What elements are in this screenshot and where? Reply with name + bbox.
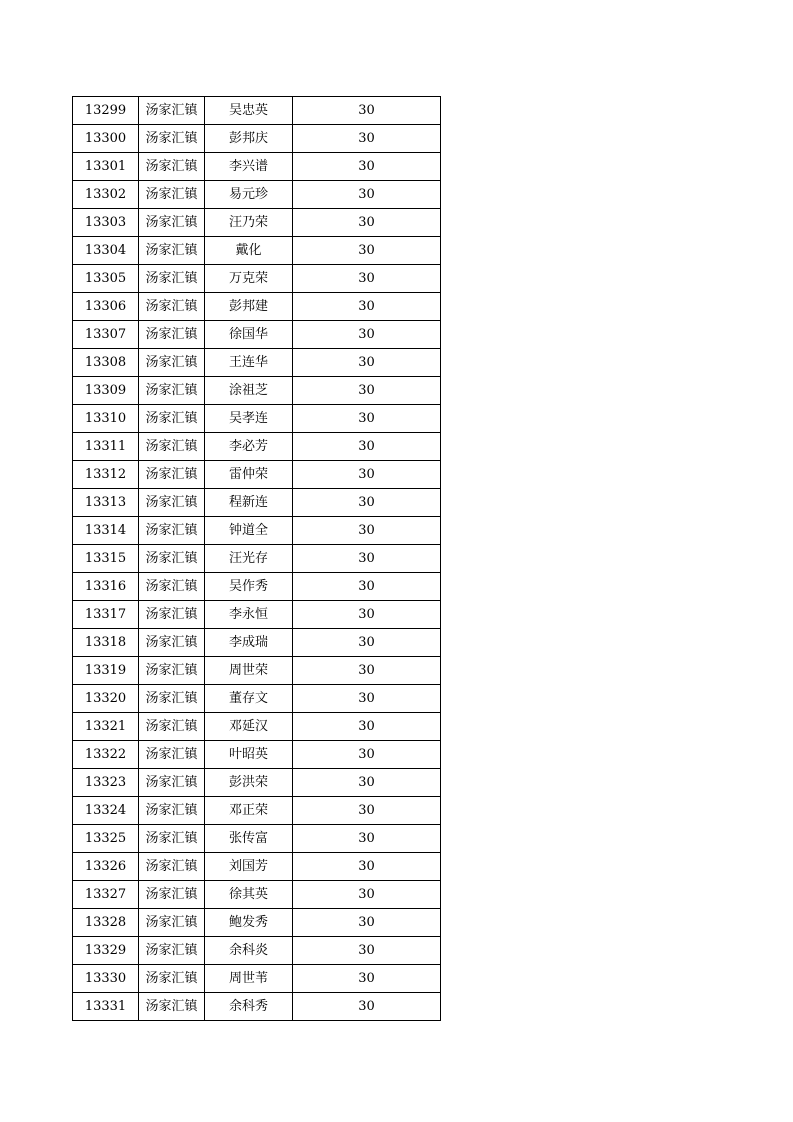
table-row <box>73 601 441 629</box>
name-cell: 余科秀 <box>205 993 293 1021</box>
amount-cell: 30 <box>293 573 441 601</box>
name-cell: 汪光存 <box>205 545 293 573</box>
record-id-cell: 13331 <box>73 993 139 1021</box>
amount-cell: 30 <box>293 937 441 965</box>
name-cell: 余科炎 <box>205 937 293 965</box>
town-cell: 汤家汇镇 <box>139 237 205 265</box>
town-cell: 汤家汇镇 <box>139 349 205 377</box>
record-id-cell: 13304 <box>73 237 139 265</box>
record-id-cell: 13325 <box>73 825 139 853</box>
record-id-cell: 13309 <box>73 377 139 405</box>
record-id-cell: 13324 <box>73 797 139 825</box>
town-cell: 汤家汇镇 <box>139 405 205 433</box>
table-row <box>73 853 441 881</box>
table-row <box>73 489 441 517</box>
name-cell: 周世苇 <box>205 965 293 993</box>
town-cell: 汤家汇镇 <box>139 965 205 993</box>
record-id-cell: 13327 <box>73 881 139 909</box>
town-cell: 汤家汇镇 <box>139 97 205 125</box>
amount-cell: 30 <box>293 489 441 517</box>
amount-cell: 30 <box>293 741 441 769</box>
town-cell: 汤家汇镇 <box>139 769 205 797</box>
town-cell: 汤家汇镇 <box>139 125 205 153</box>
town-cell: 汤家汇镇 <box>139 629 205 657</box>
name-cell: 程新连 <box>205 489 293 517</box>
name-cell: 彭邦庆 <box>205 125 293 153</box>
table-row <box>73 97 441 125</box>
town-cell: 汤家汇镇 <box>139 853 205 881</box>
table-row <box>73 741 441 769</box>
table-row <box>73 937 441 965</box>
table-row <box>73 573 441 601</box>
amount-cell: 30 <box>293 517 441 545</box>
table-row <box>73 825 441 853</box>
name-cell: 徐其英 <box>205 881 293 909</box>
amount-cell: 30 <box>293 713 441 741</box>
table-row <box>73 433 441 461</box>
table-row <box>73 153 441 181</box>
amount-cell: 30 <box>293 153 441 181</box>
record-id-cell: 13320 <box>73 685 139 713</box>
name-cell: 李兴谱 <box>205 153 293 181</box>
record-id-cell: 13319 <box>73 657 139 685</box>
table-row <box>73 293 441 321</box>
amount-cell: 30 <box>293 349 441 377</box>
table-row <box>73 125 441 153</box>
town-cell: 汤家汇镇 <box>139 377 205 405</box>
town-cell: 汤家汇镇 <box>139 741 205 769</box>
table-row <box>73 881 441 909</box>
record-id-cell: 13302 <box>73 181 139 209</box>
record-id-cell: 13329 <box>73 937 139 965</box>
name-cell: 鲍发秀 <box>205 909 293 937</box>
name-cell: 董存文 <box>205 685 293 713</box>
table-row <box>73 769 441 797</box>
name-cell: 吴忠英 <box>205 97 293 125</box>
name-cell: 周世荣 <box>205 657 293 685</box>
table-row <box>73 685 441 713</box>
table-row <box>73 349 441 377</box>
amount-cell: 30 <box>293 657 441 685</box>
record-id-cell: 13307 <box>73 321 139 349</box>
amount-cell: 30 <box>293 209 441 237</box>
town-cell: 汤家汇镇 <box>139 825 205 853</box>
name-cell: 刘国芳 <box>205 853 293 881</box>
record-id-cell: 13317 <box>73 601 139 629</box>
table-row <box>73 377 441 405</box>
amount-cell: 30 <box>293 993 441 1021</box>
name-cell: 张传富 <box>205 825 293 853</box>
record-id-cell: 13328 <box>73 909 139 937</box>
record-id-cell: 13305 <box>73 265 139 293</box>
town-cell: 汤家汇镇 <box>139 321 205 349</box>
name-cell: 彭洪荣 <box>205 769 293 797</box>
amount-cell: 30 <box>293 293 441 321</box>
name-cell: 邓延汉 <box>205 713 293 741</box>
name-cell: 吴作秀 <box>205 573 293 601</box>
record-id-cell: 13316 <box>73 573 139 601</box>
record-id-cell: 13299 <box>73 97 139 125</box>
name-cell: 徐国华 <box>205 321 293 349</box>
data-table <box>72 96 441 1021</box>
table-row <box>73 209 441 237</box>
town-cell: 汤家汇镇 <box>139 685 205 713</box>
amount-cell: 30 <box>293 881 441 909</box>
record-id-cell: 13311 <box>73 433 139 461</box>
record-id-cell: 13312 <box>73 461 139 489</box>
table-row <box>73 993 441 1021</box>
amount-cell: 30 <box>293 853 441 881</box>
table-row <box>73 713 441 741</box>
record-id-cell: 13310 <box>73 405 139 433</box>
amount-cell: 30 <box>293 797 441 825</box>
table-row <box>73 965 441 993</box>
name-cell: 钟道全 <box>205 517 293 545</box>
name-cell: 叶昭英 <box>205 741 293 769</box>
amount-cell: 30 <box>293 181 441 209</box>
amount-cell: 30 <box>293 433 441 461</box>
town-cell: 汤家汇镇 <box>139 713 205 741</box>
record-id-cell: 13314 <box>73 517 139 545</box>
town-cell: 汤家汇镇 <box>139 209 205 237</box>
town-cell: 汤家汇镇 <box>139 293 205 321</box>
amount-cell: 30 <box>293 461 441 489</box>
table-row <box>73 657 441 685</box>
name-cell: 李必芳 <box>205 433 293 461</box>
town-cell: 汤家汇镇 <box>139 573 205 601</box>
table-row <box>73 265 441 293</box>
name-cell: 吴孝连 <box>205 405 293 433</box>
record-id-cell: 13321 <box>73 713 139 741</box>
table-row <box>73 237 441 265</box>
table-row <box>73 909 441 937</box>
town-cell: 汤家汇镇 <box>139 797 205 825</box>
amount-cell: 30 <box>293 237 441 265</box>
name-cell: 易元珍 <box>205 181 293 209</box>
town-cell: 汤家汇镇 <box>139 993 205 1021</box>
record-id-cell: 13318 <box>73 629 139 657</box>
record-id-cell: 13315 <box>73 545 139 573</box>
record-id-cell: 13330 <box>73 965 139 993</box>
town-cell: 汤家汇镇 <box>139 657 205 685</box>
name-cell: 李永恒 <box>205 601 293 629</box>
table-row <box>73 181 441 209</box>
table-row <box>73 629 441 657</box>
amount-cell: 30 <box>293 125 441 153</box>
town-cell: 汤家汇镇 <box>139 153 205 181</box>
record-id-cell: 13322 <box>73 741 139 769</box>
amount-cell: 30 <box>293 265 441 293</box>
amount-cell: 30 <box>293 629 441 657</box>
amount-cell: 30 <box>293 965 441 993</box>
town-cell: 汤家汇镇 <box>139 881 205 909</box>
name-cell: 汪乃荣 <box>205 209 293 237</box>
name-cell: 万克荣 <box>205 265 293 293</box>
town-cell: 汤家汇镇 <box>139 181 205 209</box>
town-cell: 汤家汇镇 <box>139 433 205 461</box>
name-cell: 邓正荣 <box>205 797 293 825</box>
town-cell: 汤家汇镇 <box>139 937 205 965</box>
amount-cell: 30 <box>293 909 441 937</box>
amount-cell: 30 <box>293 377 441 405</box>
name-cell: 雷仲荣 <box>205 461 293 489</box>
town-cell: 汤家汇镇 <box>139 265 205 293</box>
record-id-cell: 13308 <box>73 349 139 377</box>
amount-cell: 30 <box>293 825 441 853</box>
amount-cell: 30 <box>293 405 441 433</box>
record-id-cell: 13303 <box>73 209 139 237</box>
record-id-cell: 13313 <box>73 489 139 517</box>
amount-cell: 30 <box>293 545 441 573</box>
name-cell: 彭邦建 <box>205 293 293 321</box>
name-cell: 戴化 <box>205 237 293 265</box>
record-id-cell: 13326 <box>73 853 139 881</box>
table-row <box>73 545 441 573</box>
amount-cell: 30 <box>293 769 441 797</box>
town-cell: 汤家汇镇 <box>139 517 205 545</box>
record-id-cell: 13306 <box>73 293 139 321</box>
record-id-cell: 13301 <box>73 153 139 181</box>
amount-cell: 30 <box>293 685 441 713</box>
amount-cell: 30 <box>293 97 441 125</box>
amount-cell: 30 <box>293 601 441 629</box>
record-id-cell: 13323 <box>73 769 139 797</box>
name-cell: 李成瑞 <box>205 629 293 657</box>
table-row <box>73 517 441 545</box>
town-cell: 汤家汇镇 <box>139 909 205 937</box>
table-row <box>73 321 441 349</box>
table-body <box>73 97 441 1021</box>
town-cell: 汤家汇镇 <box>139 545 205 573</box>
name-cell: 涂祖芝 <box>205 377 293 405</box>
record-id-cell: 13300 <box>73 125 139 153</box>
town-cell: 汤家汇镇 <box>139 489 205 517</box>
name-cell: 王连华 <box>205 349 293 377</box>
amount-cell: 30 <box>293 321 441 349</box>
town-cell: 汤家汇镇 <box>139 461 205 489</box>
table-row <box>73 405 441 433</box>
table-row <box>73 461 441 489</box>
table-row <box>73 797 441 825</box>
town-cell: 汤家汇镇 <box>139 601 205 629</box>
